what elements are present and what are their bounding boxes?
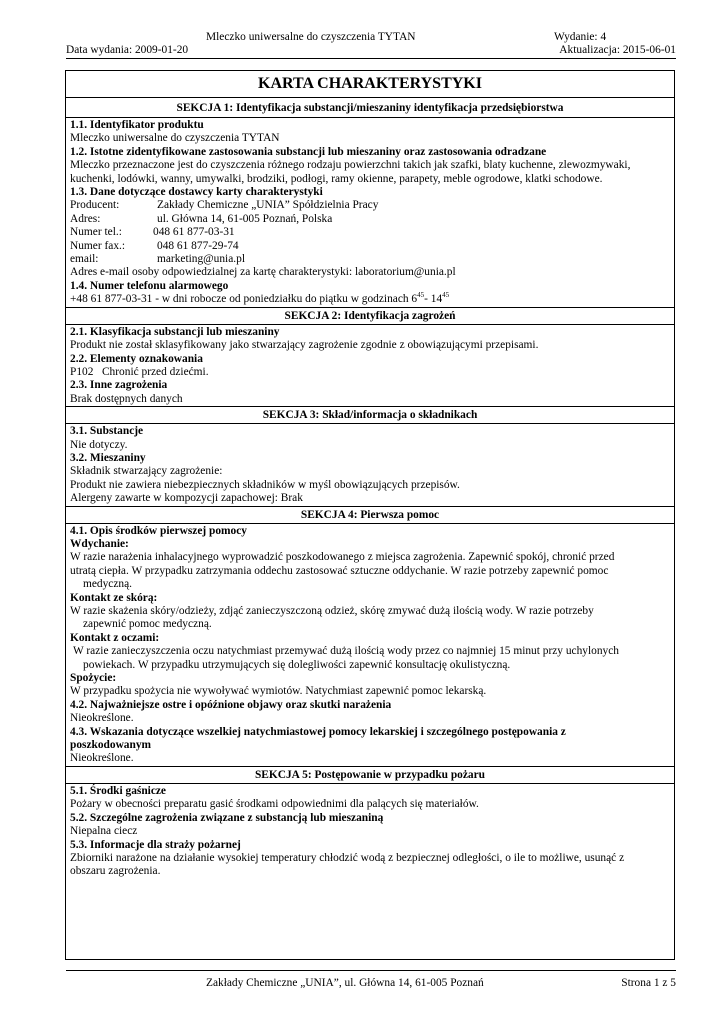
- heading-1-1: 1.1. Identyfikator produktu: [70, 119, 204, 131]
- header-issue-date: Data wydania: 2009-01-20: [66, 44, 189, 56]
- text-4-2: Nieokreślone.: [70, 712, 134, 725]
- email-label: email:: [70, 253, 99, 266]
- tel-label: Numer tel.:: [70, 226, 122, 239]
- heading-4-2: 4.2. Najważniejsze ostre i opóźnione objawy oraz skutki narażenia: [70, 698, 392, 711]
- document-title: KARTA CHARAKTERYSTYKI: [66, 71, 674, 98]
- eye-heading: Kontakt z oczami:: [70, 631, 160, 644]
- heading-1-2: 1.2. Istotne zidentyfikowane zastosowania substancji lub mieszaniny oraz zastosowania odradzane: [70, 145, 547, 158]
- email-value: marketing@unia.pl: [157, 253, 245, 266]
- section-3-body: [66, 424, 674, 505]
- section-5-body: [66, 784, 674, 879]
- heading-5-1: 5.1. Środki gaśnicze: [70, 784, 166, 797]
- section-1-heading: SEKCJA 1: Identyfikacja substancji/mieszaniny identyfikacja przedsiębiorstwa: [66, 100, 674, 118]
- heading-4-1: 4.1. Opis środków pierwszej pomocy: [70, 524, 247, 537]
- text-2-1: Produkt nie został sklasyfikowany jako stwarzający zagrożenie zgodnie z obowiązującymi przepisami.: [70, 339, 539, 352]
- text-3-1: Nie dotyczy.: [70, 438, 128, 451]
- section-2-heading: SEKCJA 2: Identyfikacja zagrożeń: [66, 307, 674, 325]
- fax-value: 048 61 877-29-74: [157, 239, 239, 252]
- address-value: ul. Główna 14, 61-005 Poznań, Polska: [157, 212, 333, 225]
- document-frame: [65, 70, 675, 960]
- page-header: [66, 31, 676, 59]
- fax-row: [70, 240, 670, 253]
- heading-3-1: 3.1. Substancje: [70, 425, 144, 438]
- heading-5-3: 5.3. Informacje dla straży pożarnej: [70, 838, 241, 851]
- emergency-sup-1: 45: [417, 291, 425, 300]
- text-3-2b: Produkt nie zawiera niebezpiecznych składników w myśl obowiązujących przepisów.: [70, 478, 460, 491]
- heading-1-3: 1.3. Dane dotyczące dostawcy karty charakterystyki: [70, 186, 323, 199]
- text-3-2c: Alergeny zawarte w kompozycji zapachowej: Brak: [70, 492, 303, 505]
- fax-label: Numer fax.:: [70, 239, 126, 252]
- header-update: Aktualizacja: 2015-06-01: [559, 44, 676, 56]
- emergency-text: +48 61 877-03-31 - w dni robocze od poniedziałku do piątku w godzinach 6: [70, 293, 418, 306]
- text-1-2a: Mleczko przeznaczone jest do czyszczenia różnego rodzaju powierzchni takich jak szafki, blaty kuchenne, zlewozmywaki,: [70, 159, 631, 172]
- text-5-3a: Zbiorniki narażone na działanie wysokiej temperatury chłodzić wodą z bezpiecznej odległości, o ile to możliwe, usunąć z: [70, 851, 625, 864]
- section-4-body: [66, 524, 674, 766]
- heading-2-1: 2.1. Klasyfikacja substancji lub mieszaniny: [70, 325, 280, 338]
- section-3-heading: SEKCJA 3: Skład/informacja o składnikach: [66, 406, 674, 424]
- tel-row: [70, 226, 670, 239]
- eye-text-b: powiekach. W przypadku utrzymujących się dolegliwości zapewnić konsultację okulistyczną.: [83, 658, 511, 671]
- ingestion-text: W przypadku spożycia nie wywoływać wymiotów. Natychmiast zapewnić pomoc lekarską.: [70, 685, 487, 698]
- emergency-sup-2: 45: [442, 291, 450, 300]
- heading-1-4: 1.4. Numer telefonu alarmowego: [70, 279, 229, 292]
- text-4-3: Nieokreślone.: [70, 752, 134, 765]
- address-row: [70, 213, 670, 226]
- tel-value: 048 61 877-03-31: [153, 226, 235, 239]
- heading-3-2: 3.2. Mieszaniny: [70, 451, 146, 464]
- skin-text-b: zapewnić pomoc medyczną.: [83, 618, 212, 631]
- producer-value: Zakłady Chemiczne „UNIA” Spółdzielnia Pracy: [157, 199, 379, 212]
- text-3-2a: Składnik stwarzający zagrożenie:: [70, 465, 223, 478]
- skin-text-a: W razie skażenia skóry/odzieży, zdjąć zanieczyszczoną odzież, skórę zmywać dużą ilością wody. W razie potrzeby: [70, 605, 594, 617]
- producer-label: Producent:: [70, 199, 120, 212]
- section-2-body: [66, 325, 674, 406]
- heading-4-3b: poszkodowanym: [70, 739, 152, 752]
- address-label: Adres:: [70, 212, 101, 225]
- heading-2-2: 2.2. Elementy oznakowania: [70, 352, 203, 365]
- heading-4-3a: 4.3. Wskazania dotyczące wszelkiej natychmiastowej pomocy lekarskiej i szczególnego postępowania z: [70, 725, 566, 738]
- producer-row: [70, 199, 670, 212]
- text-5-1: Pożary w obecności preparatu gasić środkami odpowiednimi dla palących się materiałów.: [70, 798, 479, 811]
- heading-5-2: 5.2. Szczególne zagrożenia związane z substancją lub mieszaniną: [70, 811, 384, 824]
- skin-heading: Kontakt ze skórą:: [70, 591, 158, 604]
- eye-text-a: W razie zanieczyszczenia oczu natychmiast przemywać dużą ilością wody przez co najmniej 15 minut przy uchylonych: [73, 645, 619, 658]
- emergency-mid: - 14: [424, 293, 443, 306]
- page-footer: [66, 970, 676, 991]
- inhalation-text-b: utratą ciepła. W przypadku zatrzymania oddechu zastosować sztuczne oddychanie. W razie potrzeby zapewnić pomoc: [70, 564, 609, 577]
- inhalation-heading: Wdychanie:: [70, 537, 129, 550]
- email-row: [70, 253, 670, 266]
- text-1-2b: kuchenki, lodówki, wanny, umywalki, brodziki, podłogi, ramy okienne, parapety, meble ogrodowe, klatki schodowe.: [70, 172, 603, 185]
- text-2-2: P102 Chronić przed dziećmi.: [70, 365, 209, 378]
- emergency-phone: [70, 293, 670, 306]
- responsible-email: Adres e-mail osoby odpowiedzialnej za kartę charakterystyki: laboratorium@unia.pl: [70, 266, 456, 279]
- section-1-body: [66, 118, 674, 307]
- text-2-3: Brak dostępnych danych: [70, 392, 183, 405]
- inhalation-text-a: W razie narażenia inhalacyjnego wyprowadzić poszkodowanego z miejsca zagrożenia. Zapewnić spokój, chronić przed: [70, 551, 615, 564]
- inhalation-text-c: medyczną.: [83, 578, 133, 591]
- text-5-2: Niepalna ciecz: [70, 825, 138, 838]
- header-product: Mleczko uniwersalne do czyszczenia TYTAN: [206, 31, 416, 43]
- section-5-heading: SEKCJA 5: Postępowanie w przypadku pożaru: [66, 766, 674, 784]
- header-edition: Wydanie: 4: [554, 31, 607, 43]
- text-1-1: Mleczko uniwersalne do czyszczenia TYTAN: [70, 132, 280, 145]
- ingestion-heading: Spożycie:: [70, 672, 117, 685]
- text-5-3b: obszaru zagrożenia.: [70, 865, 161, 878]
- section-4-heading: SEKCJA 4: Pierwsza pomoc: [66, 506, 674, 524]
- footer-page-number: Strona 1 z 5: [621, 977, 676, 989]
- heading-2-3: 2.3. Inne zagrożenia: [70, 379, 168, 392]
- footer-company: Zakłady Chemiczne „UNIA”, ul. Główna 14, 61-005 Poznań: [206, 977, 484, 989]
